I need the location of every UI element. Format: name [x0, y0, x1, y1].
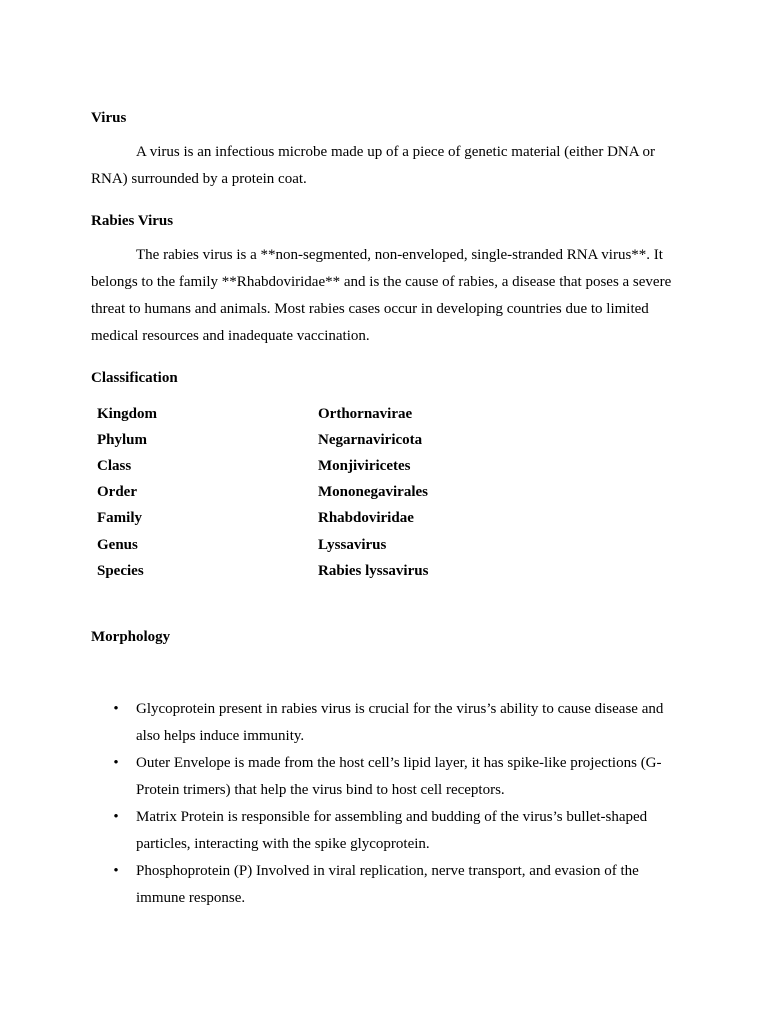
taxon-cell: Mononegavirales: [318, 484, 428, 501]
morphology-heading: Morphology: [91, 629, 171, 645]
taxon-cell: Rhabdoviridae: [318, 510, 414, 527]
list-item-text: Matrix Protein is responsible for assembling and budding of the virus’s bullet-shaped particles, interacting with the spike glycoprotein.: [136, 809, 648, 852]
rabies-virus-heading: Rabies Virus: [91, 213, 174, 229]
virus-heading: Virus: [91, 110, 127, 126]
rabies-virus-paragraph: The rabies virus is a **non-segmented, non-enveloped, single-stranded RNA virus**. It belongs to the family **Rhabdoviridae** and is the cause of rabies, a disease that poses a severe threat to humans and animals. Most rabies cases occur in developing countries due to limited medical resources and inadequate vaccination.: [91, 247, 672, 344]
list-item-text: Glycoprotein present in rabies virus is crucial for the virus’s ability to cause disease and also helps induce immunity.: [136, 701, 664, 744]
classification-heading: Classification: [91, 370, 178, 386]
rank-cell: Family: [97, 510, 142, 527]
taxon-cell: Monjiviricetes: [318, 457, 411, 474]
rank-cell: Species: [97, 562, 144, 579]
table-row: [97, 427, 428, 453]
rank-cell: Genus: [97, 536, 138, 553]
rank-cell: Phylum: [97, 431, 148, 448]
taxon-cell: Orthornavirae: [318, 405, 413, 422]
taxon-cell: Lyssavirus: [318, 536, 387, 553]
table-row: [97, 401, 428, 427]
bullet-icon: •: [113, 863, 119, 879]
classification-table: [97, 401, 428, 584]
list-item-text: Outer Envelope is made from the host cell’s lipid layer, it has spike-like projections (G-Protein trimers) that help the virus bind to host cell receptors.: [136, 755, 662, 798]
taxon-cell: Rabies lyssavirus: [318, 562, 429, 579]
list-item: [91, 858, 681, 912]
table-row: [97, 558, 428, 584]
table-row: [97, 532, 428, 558]
list-item: [91, 750, 681, 804]
table-row: [97, 453, 428, 479]
list-item-text: Phosphoprotein (P) Involved in viral replication, nerve transport, and evasion of the immune response.: [136, 863, 639, 906]
rank-cell: Class: [97, 457, 132, 474]
list-item: [91, 804, 681, 858]
table-row: [97, 480, 428, 506]
taxon-cell: Negarnaviricota: [318, 431, 423, 448]
rank-cell: Kingdom: [97, 405, 158, 422]
rank-cell: Order: [97, 484, 137, 501]
bullet-icon: •: [113, 701, 119, 717]
morphology-list: [91, 696, 681, 912]
list-item: [91, 696, 681, 750]
virus-paragraph: A virus is an infectious microbe made up of a piece of genetic material (either DNA or RNA) surrounded by a protein coat.: [91, 144, 655, 187]
bullet-icon: •: [113, 809, 119, 825]
bullet-icon: •: [113, 755, 119, 771]
table-row: [97, 506, 428, 532]
